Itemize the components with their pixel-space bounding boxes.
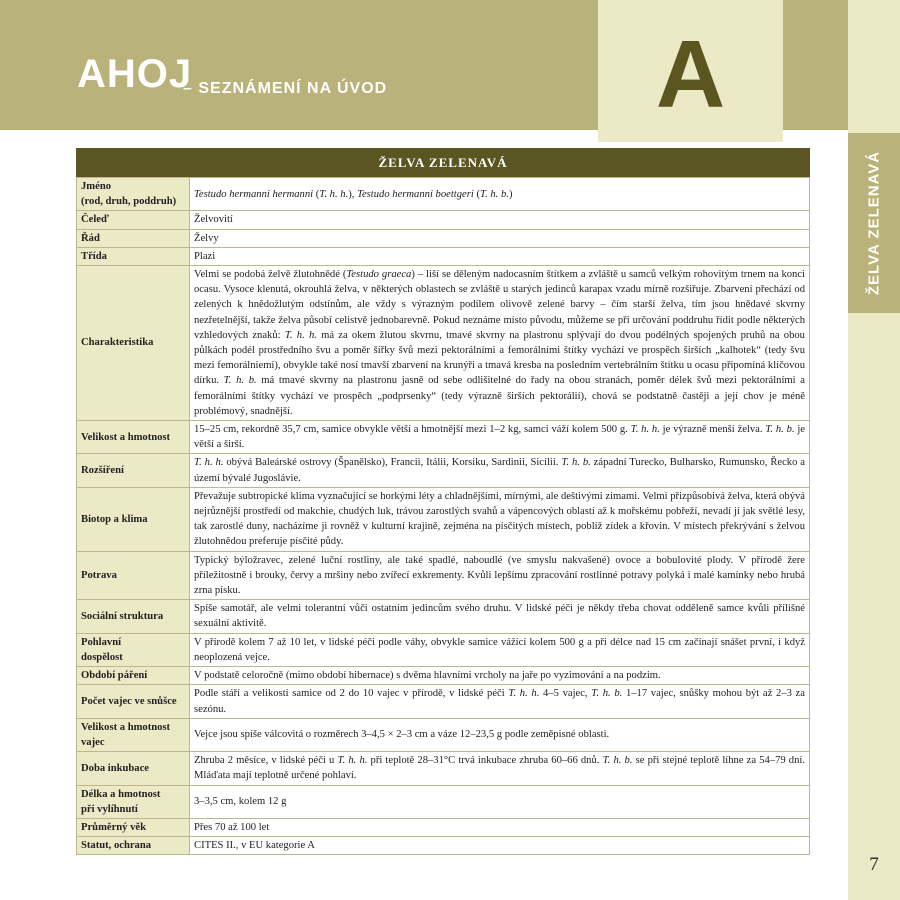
row-label: Počet vajec ve snůšce bbox=[77, 685, 190, 718]
row-value: Želvovití bbox=[190, 211, 810, 229]
row-label: Velikost a hmotnost vajec bbox=[77, 718, 190, 751]
table-title: ŽELVA ZELENAVÁ bbox=[76, 148, 810, 177]
row-label: Biotop a klima bbox=[77, 487, 190, 551]
row-label: Řád bbox=[77, 229, 190, 247]
table-row bbox=[77, 785, 810, 818]
row-value: V podstatě celoročně (mimo období hibernace) s dvěma hlavními vrcholy na jaře po vyzimování a na podzim. bbox=[190, 667, 810, 685]
row-value: V přírodě kolem 7 až 10 let, v lidské péči podle váhy, obvykle samice vážící kolem 500 g a při délce nad 15 cm začínají snášet první, i když neoplozená vejce. bbox=[190, 633, 810, 666]
side-tab-label: ŽELVA ZELENAVÁ bbox=[865, 150, 883, 296]
row-value: Zhruba 2 měsíce, v lidské péči u T. h. h. při teplotě 28–31°C trvá inkubace zhruba 60–66 dnů. T. h. b. se při stejné teplotě líhne za 54–79 dní. Mláďata mají teplotně určené pohlaví. bbox=[190, 752, 810, 785]
row-value: 15–25 cm, rekordně 35,7 cm, samice obvykle větší a hmotnější mezi 1–2 kg, samci váží kolem 500 g. T. h. h. je výrazně menší želva. T. h. b. je větší a širší. bbox=[190, 421, 810, 454]
table-row bbox=[77, 487, 810, 551]
row-value: Podle stáří a velikosti samice od 2 do 10 vajec v přírodě, v lidské péči T. h. h. 4–5 vajec, T. h. b. 1–17 vajec, snůšky mohou být až 2–3 za sezónu. bbox=[190, 685, 810, 718]
row-value: Přes 70 až 100 let bbox=[190, 818, 810, 836]
row-label: Čeleď bbox=[77, 211, 190, 229]
row-label: Průměrný věk bbox=[77, 818, 190, 836]
table-row bbox=[77, 454, 810, 487]
row-label: Délka a hmotnost při vylíhnutí bbox=[77, 785, 190, 818]
table-row bbox=[77, 247, 810, 265]
row-value: 3–3,5 cm, kolem 12 g bbox=[190, 785, 810, 818]
row-label: Sociální struktura bbox=[77, 600, 190, 633]
row-value: Plazi bbox=[190, 247, 810, 265]
species-sheet bbox=[76, 148, 810, 855]
table-row bbox=[77, 229, 810, 247]
row-value: Typický býložravec, zelené luční rostliny, ale také spadlé, naboudlé (ve smyslu nakvašené) ovoce a bobulovité plody. V přírodě žere příležitostně i brouky, červy a mršiny nebo zvířecí exkrementy. Kvůli lepšímu zpracování rostlinné potravy polyká i malé kamínky nebo hrubá zrna písku. bbox=[190, 551, 810, 600]
row-label: Potrava bbox=[77, 551, 190, 600]
table-row bbox=[77, 685, 810, 718]
row-label: Třída bbox=[77, 247, 190, 265]
section-letter: A bbox=[655, 21, 726, 128]
table-row bbox=[77, 818, 810, 836]
table-row bbox=[77, 211, 810, 229]
row-value: CITES II., v EU kategorie A bbox=[190, 837, 810, 855]
row-value: Převažuje subtropické klima vyznačující se horkými léty a chladnějšími, mírnými, ale deštivými zimami. Velmi přizpůsobivá želva, která obývá nejrůznější prostředí od makchie, chudých luk, trávou zarostlých svahů a vápencových oblastí až k mořskému pobřeží, nevadí jí jak světlé lesy, tak zarostlé duny, nacházíme ji rovněž v kulturní krajině, zejména na písčitých místech, poblíž zídek a křovin. V místech překrývání s želvou žlutohnědou preferuje písčité půdy. bbox=[190, 487, 810, 551]
row-value: Želvy bbox=[190, 229, 810, 247]
row-value: Spíše samotář, ale velmi tolerantní vůči ostatním jedincům svého druhu. V lidské péči je někdy třeba chovat odděleně samce kvůli přílišné sexuální aktivitě. bbox=[190, 600, 810, 633]
row-value: Testudo hermanni hermanni (T. h. h.), Testudo hermanni boettgeri (T. h. b.) bbox=[190, 178, 810, 211]
page-subtitle: – SEZNÁMENÍ NA ÚVOD bbox=[183, 80, 388, 97]
page-number: 7 bbox=[869, 854, 879, 875]
table-row bbox=[77, 752, 810, 785]
row-label: Rozšíření bbox=[77, 454, 190, 487]
table-row bbox=[77, 266, 810, 421]
species-table bbox=[76, 177, 810, 855]
table-row bbox=[77, 178, 810, 211]
row-label: Jméno (rod, druh, poddruh) bbox=[77, 178, 190, 211]
row-label: Doba inkubace bbox=[77, 752, 190, 785]
row-label: Statut, ochrana bbox=[77, 837, 190, 855]
table-row bbox=[77, 600, 810, 633]
row-label: Charakteristika bbox=[77, 266, 190, 421]
table-row bbox=[77, 633, 810, 666]
row-value: Vejce jsou spíše válcovitá o rozměrech 3–4,5 × 2–3 cm a váze 12–23,5 g podle zeměpisné oblasti. bbox=[190, 718, 810, 751]
row-value: T. h. h. obývá Baleárské ostrovy (Španělsko), Francii, Itálii, Korsiku, Sardinii, Sicílii. T. h. b. západní Turecko, Bulharsko, Rumunsko, Řecko a území bývalé Jugoslávie. bbox=[190, 454, 810, 487]
table-row bbox=[77, 667, 810, 685]
row-value: Velmi se podobá želvě žlutohnědé (Testudo graeca) – liší se děleným nadocasním štítkem a zvláště u samců velkým rohovitým trnem na konci ocasu. Vysoce klenutá, okrouhlá želva, v některých oblastech se zvláště u starých jedinců karapax vzadu mírně rozšiřuje. Zbarvení přechází od zelených k hnědožlutým odstínům, ale vždy s výrazným podílem olivově zelené barvy – čím starší želva, tím jsou hnědavé skvrny nezřetelnější, takže želva působí celistvě jednobarevně. Pokud neznáme místo původu, můžeme se při určování poddruhu řídit podle některých vzhledových znaků: T. h. h. má za okem žlutou skvrnu, tmavé skvrny na plastronu splývají do dvou podélných spojených pruhů na obou půlkách podél prostředního švu a poměr šířky švů mezi pektorálními a femorálními štítky vychází ve prospěch širších „kalhotek“ (tedy švu mezi femorálniemi), obvykle také nosí tmavší zbarvení na krunýři a tmavá kresba na posledním vertebrálním štítku u ocasu připomíná klíčovou dírku. T. h. b. má tmavé skvrny na plastronu jasně od sebe odlišitelné do řady na obou stranách, poměr délek švů mezi pektorálními a femorálními štítky vychází ve prospěch „podprsenky“ (tedy výrazně širších pektorálií), chová se podstatně častěji a její chov je méně problémový, snadnější. bbox=[190, 266, 810, 421]
side-strip bbox=[848, 0, 900, 900]
table-row bbox=[77, 551, 810, 600]
table-row bbox=[77, 421, 810, 454]
table-row bbox=[77, 837, 810, 855]
page-title: AHOJ bbox=[77, 52, 193, 96]
table-row bbox=[77, 718, 810, 751]
row-label: Období páření bbox=[77, 667, 190, 685]
row-label: Pohlavní dospělost bbox=[77, 633, 190, 666]
side-tab bbox=[848, 133, 900, 313]
row-label: Velikost a hmotnost bbox=[77, 421, 190, 454]
section-letter-box bbox=[598, 0, 783, 142]
